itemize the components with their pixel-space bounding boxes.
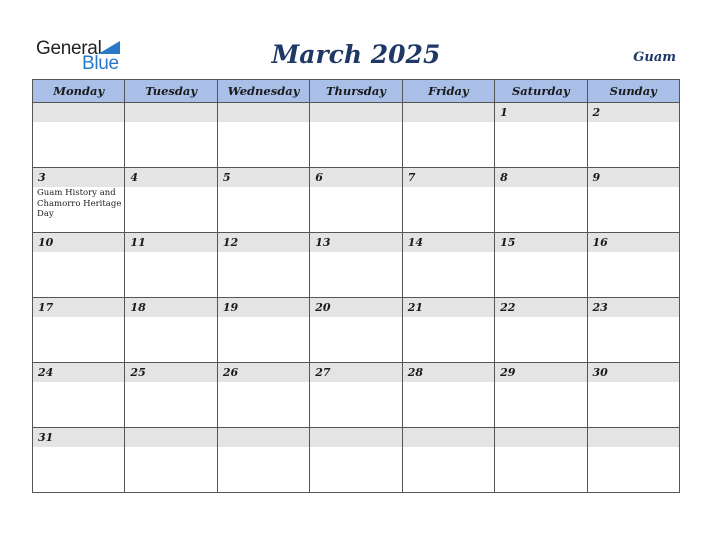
day-number: 22 xyxy=(495,298,586,317)
region-label: Guam xyxy=(633,50,676,65)
day-number xyxy=(218,428,309,447)
day-cell xyxy=(587,168,679,233)
day-event xyxy=(495,187,586,188)
logo-text-general: General xyxy=(36,38,102,59)
week-row xyxy=(33,233,680,298)
week-row xyxy=(33,168,680,233)
day-event xyxy=(495,447,586,448)
week-row xyxy=(33,363,680,428)
day-cell xyxy=(495,168,587,233)
day-event xyxy=(588,252,679,253)
day-cell xyxy=(125,103,217,168)
day-cell xyxy=(33,168,125,233)
weekday-header: Sunday xyxy=(587,80,679,103)
day-event xyxy=(588,447,679,448)
day-event xyxy=(310,187,401,188)
day-cell xyxy=(587,363,679,428)
day-number: 6 xyxy=(310,168,401,187)
day-number: 29 xyxy=(495,363,586,382)
weekday-header: Wednesday xyxy=(217,80,309,103)
day-cell xyxy=(402,298,494,363)
day-number xyxy=(495,428,586,447)
day-event xyxy=(588,317,679,318)
day-cell xyxy=(33,233,125,298)
day-event xyxy=(403,252,494,253)
day-event xyxy=(218,447,309,448)
week-row xyxy=(33,428,680,493)
weekday-header: Friday xyxy=(402,80,494,103)
day-event xyxy=(218,187,309,188)
day-event xyxy=(125,187,216,188)
day-event xyxy=(33,382,124,383)
day-number xyxy=(588,428,679,447)
day-number: 5 xyxy=(218,168,309,187)
day-cell xyxy=(402,103,494,168)
day-event xyxy=(125,447,216,448)
day-cell xyxy=(402,168,494,233)
day-number xyxy=(125,428,216,447)
day-cell xyxy=(495,363,587,428)
day-cell xyxy=(125,298,217,363)
week-row xyxy=(33,103,680,168)
day-event xyxy=(403,317,494,318)
day-event xyxy=(33,447,124,448)
day-number: 27 xyxy=(310,363,401,382)
day-event xyxy=(125,317,216,318)
day-number: 1 xyxy=(495,103,586,122)
day-cell xyxy=(587,428,679,493)
day-cell xyxy=(310,168,402,233)
day-number: 19 xyxy=(218,298,309,317)
weekday-header: Tuesday xyxy=(125,80,217,103)
weekday-header: Saturday xyxy=(495,80,587,103)
day-event xyxy=(125,252,216,253)
day-number: 17 xyxy=(33,298,124,317)
day-cell xyxy=(310,428,402,493)
day-cell xyxy=(125,428,217,493)
day-cell xyxy=(587,233,679,298)
day-number: 14 xyxy=(403,233,494,252)
day-number: 9 xyxy=(588,168,679,187)
day-cell xyxy=(495,428,587,493)
day-number xyxy=(310,428,401,447)
day-cell xyxy=(402,233,494,298)
day-event xyxy=(403,382,494,383)
day-cell xyxy=(217,168,309,233)
day-number: 18 xyxy=(125,298,216,317)
day-event xyxy=(310,447,401,448)
day-number: 13 xyxy=(310,233,401,252)
day-cell xyxy=(125,233,217,298)
day-cell xyxy=(217,363,309,428)
day-event xyxy=(218,317,309,318)
day-event xyxy=(310,382,401,383)
day-number xyxy=(218,103,309,122)
day-number xyxy=(125,103,216,122)
day-cell xyxy=(125,168,217,233)
day-number xyxy=(403,428,494,447)
day-number: 31 xyxy=(33,428,124,447)
day-cell xyxy=(310,363,402,428)
day-number: 7 xyxy=(403,168,494,187)
weekday-header: Monday xyxy=(33,80,125,103)
day-number: 28 xyxy=(403,363,494,382)
logo-text-blue: Blue xyxy=(82,53,119,74)
day-event xyxy=(125,122,216,123)
day-number: 16 xyxy=(588,233,679,252)
day-number: 26 xyxy=(218,363,309,382)
day-cell xyxy=(125,363,217,428)
day-number: 30 xyxy=(588,363,679,382)
day-cell xyxy=(587,298,679,363)
day-number: 15 xyxy=(495,233,586,252)
calendar-body xyxy=(33,103,680,493)
day-number: 10 xyxy=(33,233,124,252)
day-event xyxy=(33,252,124,253)
day-number: 8 xyxy=(495,168,586,187)
weekday-header-row xyxy=(33,80,680,103)
day-event xyxy=(588,122,679,123)
day-cell xyxy=(495,298,587,363)
day-event xyxy=(310,252,401,253)
day-number xyxy=(33,103,124,122)
day-event xyxy=(495,252,586,253)
day-number: 3 xyxy=(33,168,124,187)
day-cell xyxy=(217,233,309,298)
day-event xyxy=(495,122,586,123)
day-cell xyxy=(495,233,587,298)
day-number: 11 xyxy=(125,233,216,252)
week-row xyxy=(33,298,680,363)
day-event: Guam History and Chamorro Heritage Day xyxy=(37,188,122,219)
day-event xyxy=(33,122,124,123)
day-event xyxy=(33,317,124,318)
day-number: 25 xyxy=(125,363,216,382)
day-cell xyxy=(495,103,587,168)
day-event xyxy=(218,252,309,253)
day-number: 21 xyxy=(403,298,494,317)
day-event xyxy=(403,122,494,123)
day-event xyxy=(588,382,679,383)
day-number: 4 xyxy=(125,168,216,187)
day-event xyxy=(218,122,309,123)
day-cell xyxy=(217,428,309,493)
day-number xyxy=(403,103,494,122)
day-event xyxy=(125,382,216,383)
day-event xyxy=(588,187,679,188)
day-event xyxy=(495,382,586,383)
day-number: 24 xyxy=(33,363,124,382)
day-event xyxy=(403,187,494,188)
day-number: 20 xyxy=(310,298,401,317)
day-cell xyxy=(587,103,679,168)
weekday-header: Thursday xyxy=(310,80,402,103)
day-event xyxy=(310,122,401,123)
day-cell xyxy=(33,298,125,363)
day-cell xyxy=(217,103,309,168)
day-cell xyxy=(33,428,125,493)
day-cell xyxy=(217,298,309,363)
day-event xyxy=(403,447,494,448)
calendar-title: March 2025 xyxy=(271,40,441,69)
day-number: 23 xyxy=(588,298,679,317)
day-event xyxy=(218,382,309,383)
day-event xyxy=(310,317,401,318)
calendar-grid xyxy=(32,79,680,493)
day-cell xyxy=(402,428,494,493)
day-cell xyxy=(33,363,125,428)
day-cell xyxy=(310,298,402,363)
day-cell xyxy=(33,103,125,168)
day-cell xyxy=(310,103,402,168)
day-cell xyxy=(402,363,494,428)
day-number xyxy=(310,103,401,122)
day-event xyxy=(495,317,586,318)
day-number: 2 xyxy=(588,103,679,122)
day-cell xyxy=(310,233,402,298)
day-number: 12 xyxy=(218,233,309,252)
